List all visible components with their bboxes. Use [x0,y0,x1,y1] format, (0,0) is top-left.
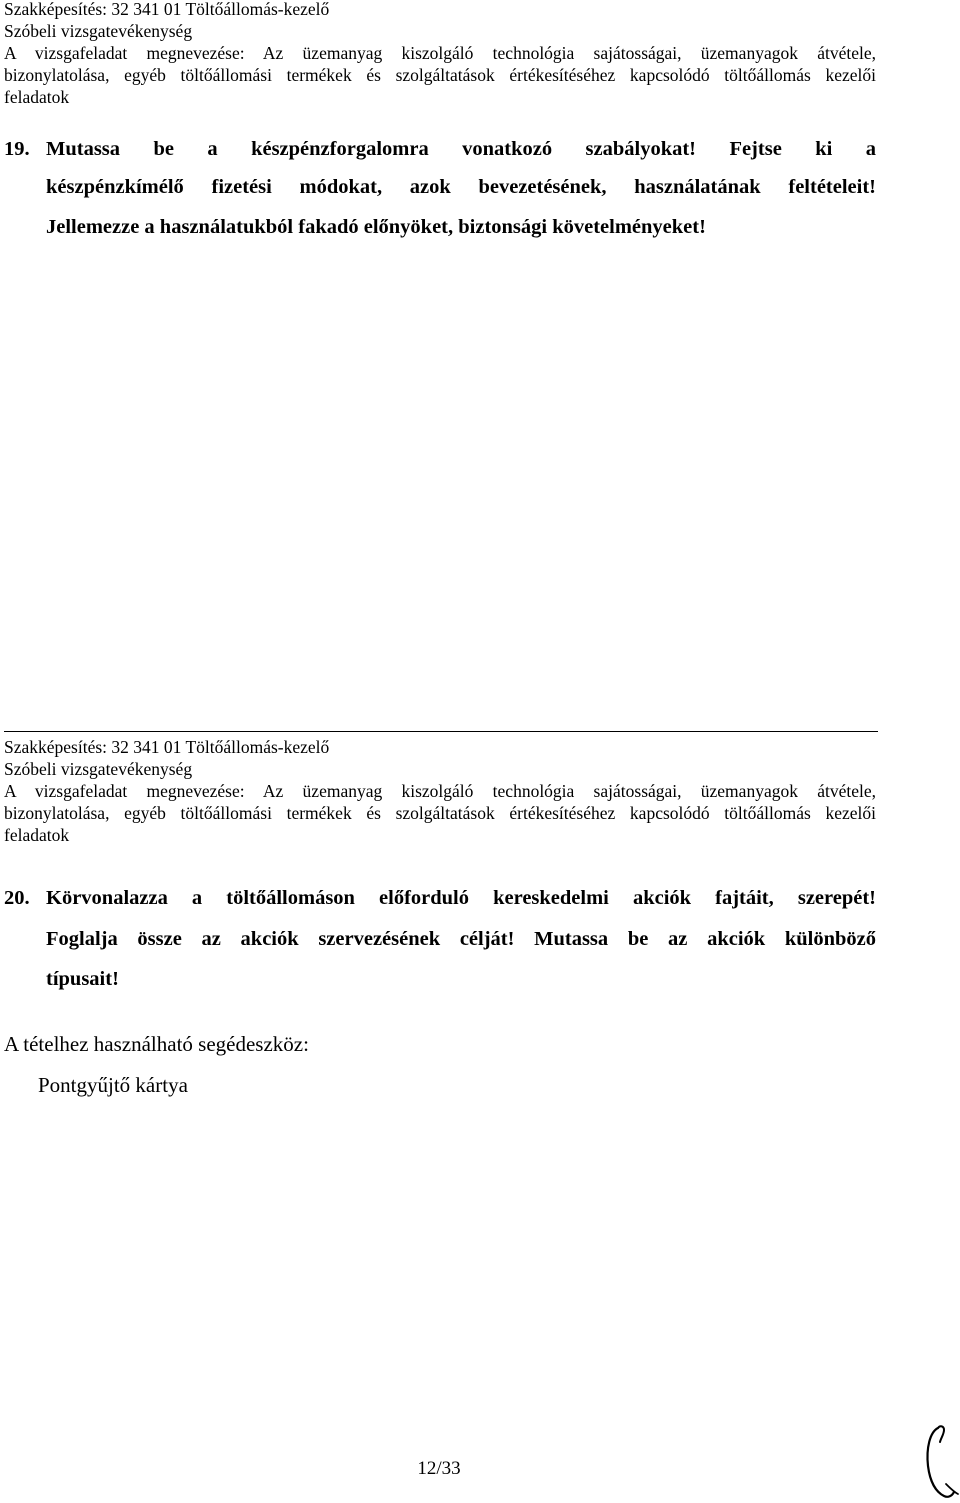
task-name-line: A vizsgafeladat megnevezése: Az üzemanyag kiszolgáló technológia sajátosságai, üzemanyagok átvétele, [4,781,876,801]
task-name-line-2: bizonylatolása, egyéb töltőállomási termékek és szolgáltatások értékesítéséhez kapcsolódó töltőállomás kezelői [4,803,876,823]
question-number: 20. [4,887,30,909]
question-text-line: készpénzkímélő fizetési módokat, azok bevezetésének, használatának feltételeit! [46,176,876,198]
qualification-line: Szakképesítés: 32 341 01 Töltőállomás-kezelő [4,0,330,19]
aid-heading: A tételhez használható segédeszköz: [4,1032,309,1056]
exam-activity-line: Szóbeli vizsgatevékenység [4,759,193,779]
exam-activity-line: Szóbeli vizsgatevékenység [4,21,193,41]
task-name-line: A vizsgafeladat megnevezése: Az üzemanyag kiszolgáló technológia sajátosságai, üzemanyagok átvétele, [4,43,876,63]
question-text-line: Mutassa be a készpénzforgalomra vonatkozó szabályokat! Fejtse ki a [46,138,876,160]
task-name-line-3: feladatok [4,825,70,845]
task-name-line-3: feladatok [4,87,70,107]
signature-mark [920,1422,960,1502]
question-text-line: Jellemezze a használatukból fakadó előnyöket, biztonsági követelményeket! [46,216,706,238]
document-header-top [4,0,876,108]
page-number: 12/33 [417,1458,461,1479]
question-number: 19. [4,138,30,160]
qualification-line: Szakképesítés: 32 341 01 Töltőállomás-kezelő [4,737,330,757]
document-header-bottom [4,736,876,846]
aid-item: Pontgyűjtő kártya [38,1073,188,1097]
question-text-line: Foglalja össze az akciók szervezésének célját! Mutassa be az akciók különböző [46,928,876,950]
section-divider [4,731,878,732]
task-name-line-2: bizonylatolása, egyéb töltőállomási termékek és szolgáltatások értékesítéséhez kapcsolódó töltőállomás kezelői [4,65,876,85]
question-text-line: típusait! [46,968,119,990]
question-text-line: Körvonalazza a töltőállomáson előforduló kereskedelmi akciók fajtáit, szerepét! [46,887,876,909]
